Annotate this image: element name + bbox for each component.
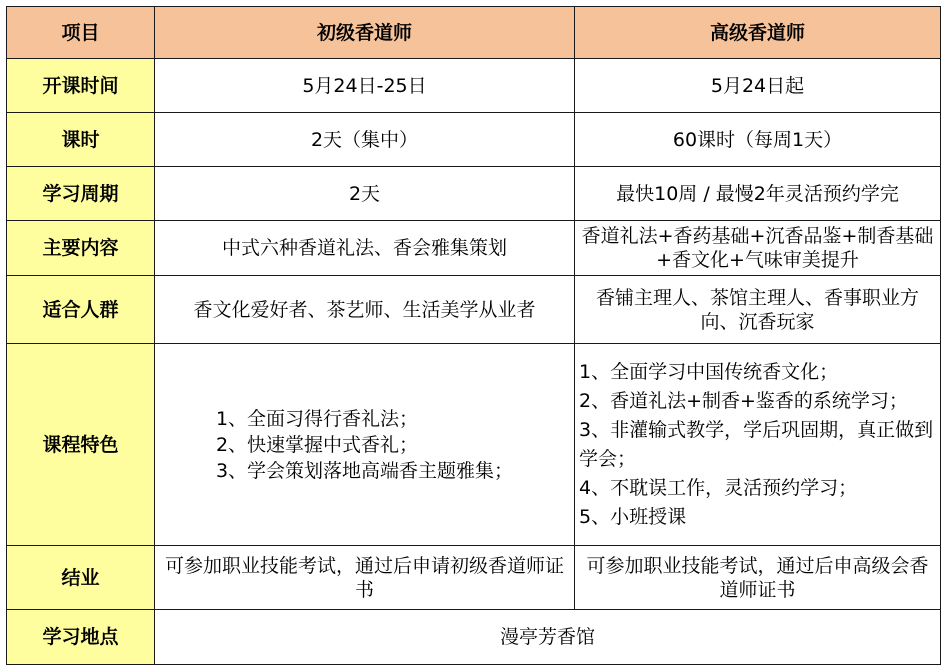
header-row [7,7,941,59]
table-row-content [7,221,941,276]
table-row-features [7,344,941,546]
list-item: 2、香道礼法+制香+鉴香的系统学习； [579,389,908,412]
row-label-audience: 适合人群 [7,276,155,344]
senior-hours: 60课时（每周1天） [575,113,941,167]
senior-graduation: 可参加职业技能考试，通过后申高级会香道师证书 [575,546,941,610]
table-row-audience [7,276,941,344]
list-item: 3、非灌输式教学，学后巩固期，真正做到学会； [579,418,934,470]
list-item: 1、全面学习中国传统香文化； [579,360,839,383]
junior-hours: 2天（集中） [155,113,575,167]
list-item: 1、全面习得行香礼法； [215,407,419,430]
junior-graduation: 可参加职业技能考试，通过后申请初级香道师证书 [155,546,575,610]
row-label-period: 学习周期 [7,167,155,221]
row-label-location: 学习地点 [7,610,155,665]
list-item: 5、小班授课 [579,505,687,528]
table-row-start-time [7,59,941,113]
table-row-graduation [7,546,941,610]
table-row-period [7,167,941,221]
row-label-graduation: 结业 [7,546,155,610]
junior-features-list [216,406,513,484]
header-item: 项目 [7,7,155,59]
row-label-start-time: 开课时间 [7,59,155,113]
row-label-hours: 课时 [7,113,155,167]
junior-features [155,344,575,546]
table-row-location [7,610,941,665]
course-comparison-table [6,6,941,665]
row-label-features: 课程特色 [7,344,155,546]
senior-audience: 香铺主理人、茶馆主理人、香事职业方向、沉香玩家 [575,276,941,344]
senior-period: 最快10周 / 最慢2年灵活预约学完 [575,167,941,221]
location-value: 漫亭芳香馆 [155,610,941,665]
senior-features [575,344,941,546]
junior-content: 中式六种香道礼法、香会雅集策划 [155,221,575,276]
header-junior: 初级香道师 [155,7,575,59]
header-senior: 高级香道师 [575,7,941,59]
row-label-content: 主要内容 [7,221,155,276]
table-row-hours [7,113,941,167]
junior-audience: 香文化爱好者、茶艺师、生活美学从业者 [155,276,575,344]
list-item: 3、学会策划落地高端香主题雅集； [215,459,514,482]
senior-start-time: 5月24日起 [575,59,941,113]
senior-content: 香道礼法+香药基础+沉香品鉴+制香基础+香文化+气味审美提升 [575,221,941,276]
list-item: 2、快速掌握中式香礼； [215,433,419,456]
list-item: 4、不耽误工作，灵活预约学习； [579,476,858,499]
junior-start-time: 5月24日-25日 [155,59,575,113]
junior-period: 2天 [155,167,575,221]
